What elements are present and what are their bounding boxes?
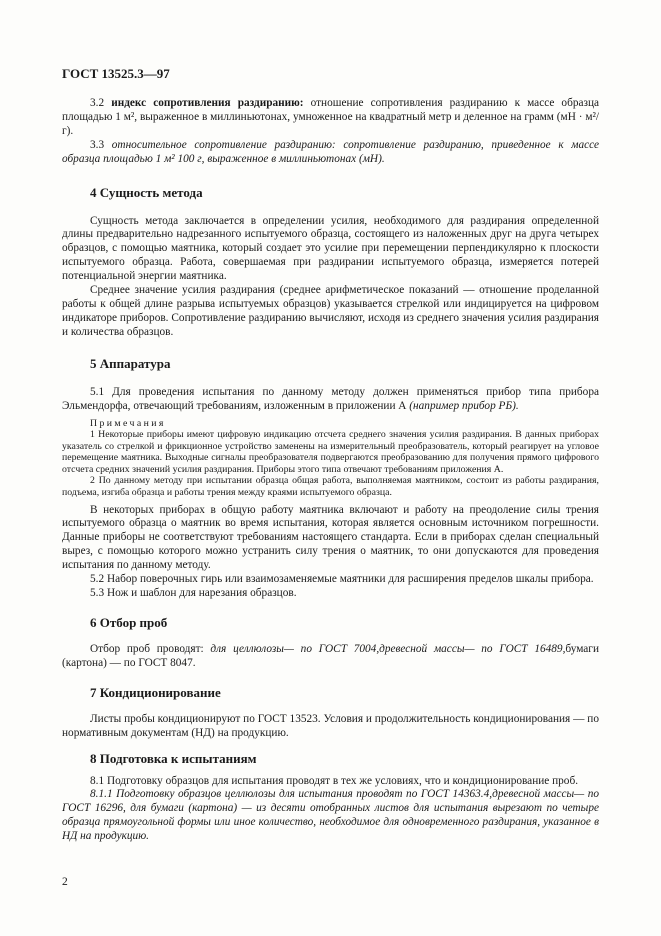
paragraph-italic-text: относительное сопротивление раздиранию: сопротивление раздиранию, приведенное к массе образца площадью 1 м² 100 г, выраженное в миллиньютонах (мН). <box>62 138 599 165</box>
term-bold: индекс сопротивления раздиранию: <box>111 97 304 109</box>
clause-8-1: 8.1 Подготовку образцов для испытания проводят в тех же условиях, что и кондиционирование проб. <box>90 774 579 787</box>
paragraph-text: отношение сопротивления раздиранию к массе образца площадью 1 м², выраженное в миллиньютонах, умноженное на квадратный метр и деленное на грамм (мН · м²/г). <box>62 97 600 137</box>
section-4-paragraph-2: Среднее значение усилия раздирания (среднее арифметическое показаний — отношение проделанной работы к общей длине разрыва испытуемых образцов) указывается стрелкой или индицируется на цифровом индикаторе приборов. Сопротивление раздиранию вычисляют, исходя из среднего значения усилия раздирания и количества образцов. <box>62 284 599 338</box>
paragraph-text: бумаги (картона) — по ГОСТ 8047. <box>62 642 599 669</box>
paragraph-italic-text: 8.1.1 Подготовку образцов целлюлозы для испытания проводят по ГОСТ 14363.4,древесной массы— по ГОСТ 16296, для бумаги (картона) — из десяти отобранных листов для испытания вырезают по четыре образца прямоугольной формы или иное количество, необходимое для одновременного раздирания, указанное в НД на продукцию. <box>62 788 599 843</box>
section-6-title: 6 Отбор проб <box>90 614 168 630</box>
document-header: ГОСТ 13525.3—97 <box>62 66 170 81</box>
clause-number: 3.3 <box>90 138 105 151</box>
note-1: 1 Некоторые приборы имеют цифровую индикацию отсчета среднего значения усилия раздирания. В данных приборах указатель со стрелкой и фрикционное устройство заменены на измерительный преобразователь, который реагирует на угловое перемещение маятника. Выходные сигналы преобразователя подвергаются преобразованию для получения прямого цифрового отсчета средних значений усилия раздирания. Приборы этого типа отвечают требованиям приложения А. <box>62 429 599 475</box>
paragraph-italic-text: для целлюлозы— по ГОСТ 7004,древесной массы— по ГОСТ 16489, <box>210 642 566 655</box>
section-7-paragraph: Листы пробы кондиционируют по ГОСТ 13523. Условия и продолжительность кондиционирования — по нормативным документам (НД) на продукцию. <box>62 712 599 739</box>
clause-8-1-1 <box>62 788 599 844</box>
section-5-paragraph-1 <box>62 386 599 414</box>
paragraph-3-3 <box>62 139 599 167</box>
clause-number: 3.2 <box>90 97 105 109</box>
document-body <box>62 97 599 844</box>
clause-5-2: 5.2 Набор поверочных гирь или взаимозаменяемые маятники для расширения пределов шкалы прибора. <box>90 573 594 586</box>
paragraph-3-2 <box>62 97 599 139</box>
notes-heading: Примечания <box>90 417 166 429</box>
section-8-title: 8 Подготовка к испытаниям <box>90 750 257 766</box>
section-7-title: 7 Кондиционирование <box>90 684 221 700</box>
section-5-paragraph-2: В некоторых приборах в общую работу маятника включают и работу на преодоление силы трения испытуемого образца о маятник во время испытания, которая является основным источником погрешности. Данные приборы не соответствуют требованиям настоящего стандарта. Если в приборах сделан специальный вырез, с помощью которого можно устранить силу трения о маятник, то они допускаются для проведения испытания по данному методу. <box>62 503 599 572</box>
section-5-title: 5 Аппаратура <box>90 355 171 371</box>
section-4-title: 4 Сущность метода <box>90 184 203 200</box>
note-2: 2 По данному методу при испытании образца общая работа, выполняемая маятником, состоит из работы раздирания, подъема, изгиба образца и работы трения между краями испытуемого образца. <box>62 475 599 498</box>
section-6-paragraph <box>62 643 599 671</box>
clause-5-3: 5.3 Нож и шаблон для нарезания образцов. <box>90 587 297 599</box>
page-number: 2 <box>62 876 68 888</box>
section-4-paragraph-1: Сущность метода заключается в определении усилия, необходимого для раздирания определенной длины предварительно надрезанного испытуемого образца, состоящего из наложенных друг на друга четырех образцов, с помощью маятника, который создает это усилие при перемещении перпендикулярно к плоскости испытуемого образца. Работа, совершаемая при раздирании испытуемого образца, измеряется потерей потенциальной энергии маятника. <box>62 214 599 283</box>
paragraph-italic-text: (например прибор РБ). <box>409 399 519 412</box>
paragraph-text: Отбор проб проводят: <box>90 642 211 655</box>
paragraph-text: 5.1 Для проведения испытания по данному методу должен применяться прибор типа прибора Эльмендорфа, отвечающий требованиям, изложенным в приложении А <box>62 385 599 412</box>
